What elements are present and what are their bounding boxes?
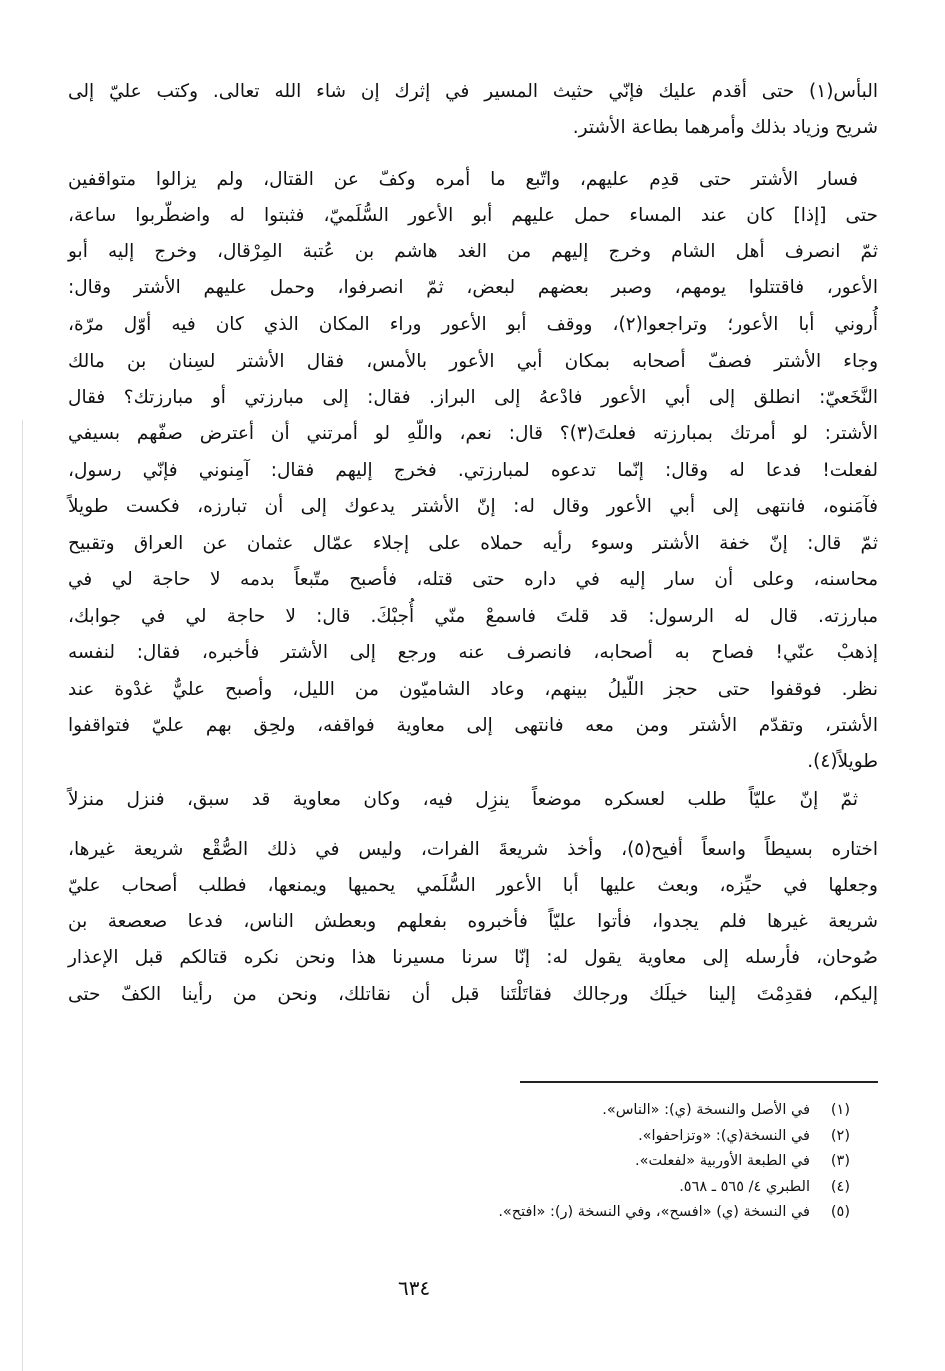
text-line: النَّخَعيّ: انطلق إلى أبي الأعور فادْعهُ إلى البراز. فقال: إلى مبارزتي أو مبارزتك؟ فقال	[68, 387, 878, 408]
footnote-number: (٤)	[830, 1178, 850, 1195]
text-line: حتى [إذا] كان عند المساء حمل عليهم أبو الأعور السُّلَميّ، فثبتوا له واضطّربوا ساعة،	[68, 205, 878, 226]
text-line: أُروني أبا الأعور؛ وتراجعوا(٢)، ووقف أبو الأعور وراء المكان الذي كان فيه أوّل مرّة،	[68, 314, 878, 335]
text-line: الأشتر: لو أمرتك بمبارزته فعلتَ(٣)؟ قال: نعم، واللّهِ لو أمرتني أن أعترض صفّهم بسيفي	[68, 423, 878, 444]
text-line: لفعلت! فدعا له وقال: إنّما تدعوه لمبارزتي. فخرج إليهم فقال: آمِنوني فإنّي رسول،	[68, 460, 878, 481]
text-line: ثمّ قال: إنّ خفة الأشتر وسوء رأيه حملاه على إجلاء عمّال عثمان عن العراق وتقبيح	[68, 533, 878, 554]
text-line: صُوحان، فأرسله إلى معاوية يقول له: إنّا سرنا مسيرنا هذا ونحن نكره قتالكم قبل الإعذار	[68, 947, 878, 968]
text-line: فآمَنوه، فانتهى إلى أبي الأعور وقال له: إنّ الأشتر يدعوك إلى أن تبارزه، فكست طويلاً	[68, 496, 878, 517]
footnote-text: في النسخة (ي) «افسح»، وفي النسخة (ر): «افتح».	[498, 1204, 810, 1220]
footnote-number: (١)	[830, 1102, 850, 1118]
footnote-number: (٥)	[830, 1204, 850, 1220]
text-line: ثمّ إنّ عليّاً طلب لعسكره موضعاً ينزِل فيه، وكان معاوية قد سبق، فنزل منزلاً	[68, 789, 858, 810]
text-line: البأس(١) حتى أقدم عليك فإنّي حثيث المسير في إثرك إن شاء الله تعالى. وكتب عليّ إلى	[68, 81, 878, 102]
text-line: محاسنه، وعلى أن سار إليه في داره حتى قتله، فأصبح متّبعاً بدمه لا حاجة لي في	[68, 569, 878, 590]
text-line: ثمّ انصرف أهل الشام وخرج إليهم من الغد هاشم بن عُتبة المِرْقال، وخرج إليه أبو	[68, 241, 878, 262]
text-line: شريح وزياد بذلك وأمرهما بطاعة الأشتر.	[572, 117, 878, 138]
footnote	[498, 1201, 850, 1223]
footnote-text: الطبري ٤/ ٥٦٥ ـ ٥٦٨.	[679, 1178, 810, 1195]
text-line: الأعور، فاقتتلوا يومهم، وصبر بعضهم لبعض، ثمّ انصرفوا، وحمل عليهم الأشتر وقال:	[68, 277, 878, 298]
footnote-number: (٢)	[830, 1127, 850, 1144]
text-line: وجعلها في حيِّزه، وبعث عليها أبا الأعور السُّلَمي يحميها ويمنعها، فطلب أصحاب عليّ	[68, 875, 878, 896]
text-line: مبارزته. قال له الرسول: قد قلتَ فاسمعْ منّي أُجبْكَ. قال: لا حاجة لي في جوابك،	[68, 606, 878, 627]
text-line: إذهبْ عنّي! فصاح به أصحابه، فانصرف عنه ورجع إلى الأشتر فأخبره، فقال: لنفسه	[68, 642, 878, 663]
page-number: ٦٣٤	[398, 1276, 431, 1300]
footnote	[602, 1099, 850, 1121]
page-edge-line	[22, 420, 23, 1371]
text-line: فسار الأشتر حتى قدِم عليهم، واتّبع ما أمره وكفّ عن القتال، ولم يزالوا متواقفين	[68, 169, 858, 190]
text-line: إليكم، فقدِمْتَ إلينا خيلَك ورجالك فقاتَلْتَنا قبل أن نقاتلك، ونحن من رأينا الكفّ حتى	[68, 984, 878, 1005]
footnote	[679, 1176, 850, 1198]
footnote-separator	[520, 1081, 878, 1083]
footnote	[635, 1150, 850, 1172]
text-line: الأشتر، وتقدّم الأشتر ومن معه فانتهى إلى معاوية فواقفه، ولحِق بهم عليّ فتواقفوا	[68, 715, 878, 736]
text-line: شريعة غيرها فلم يجدوا، فأتوا عليّاً فأخبروه بفعلهم وبعطش الناس، فدعا صعصعة بن	[68, 911, 878, 932]
footnote	[638, 1125, 850, 1147]
text-line: اختاره بسيطاً واسعاً أفيح(٥)، وأخذ شريعةَ الفرات، وليس في ذلك الصُّقْع شريعة غيرها،	[68, 839, 878, 860]
footnote-text: في الأصل والنسخة (ي): «الناس».	[602, 1102, 810, 1118]
text-line: نظر. فوقفوا حتى حجز اللّيلُ بينهم، وعاد الشاميّون من الليل، وأصبح عليٌّ غدْوة عند	[68, 679, 878, 700]
footnote-text: في الطبعة الأوربية «لفعلت».	[635, 1153, 810, 1169]
text-line: طويلاً(٤).	[807, 751, 878, 772]
text-line: وجاء الأشتر فصفّ أصحابه بمكان أبي الأعور بالأمس، فقال الأشتر لسِنان بن مالك	[68, 351, 878, 372]
footnote-text: في النسخة(ي): «وتزاحفوا».	[638, 1127, 810, 1144]
footnote-number: (٣)	[830, 1153, 850, 1169]
